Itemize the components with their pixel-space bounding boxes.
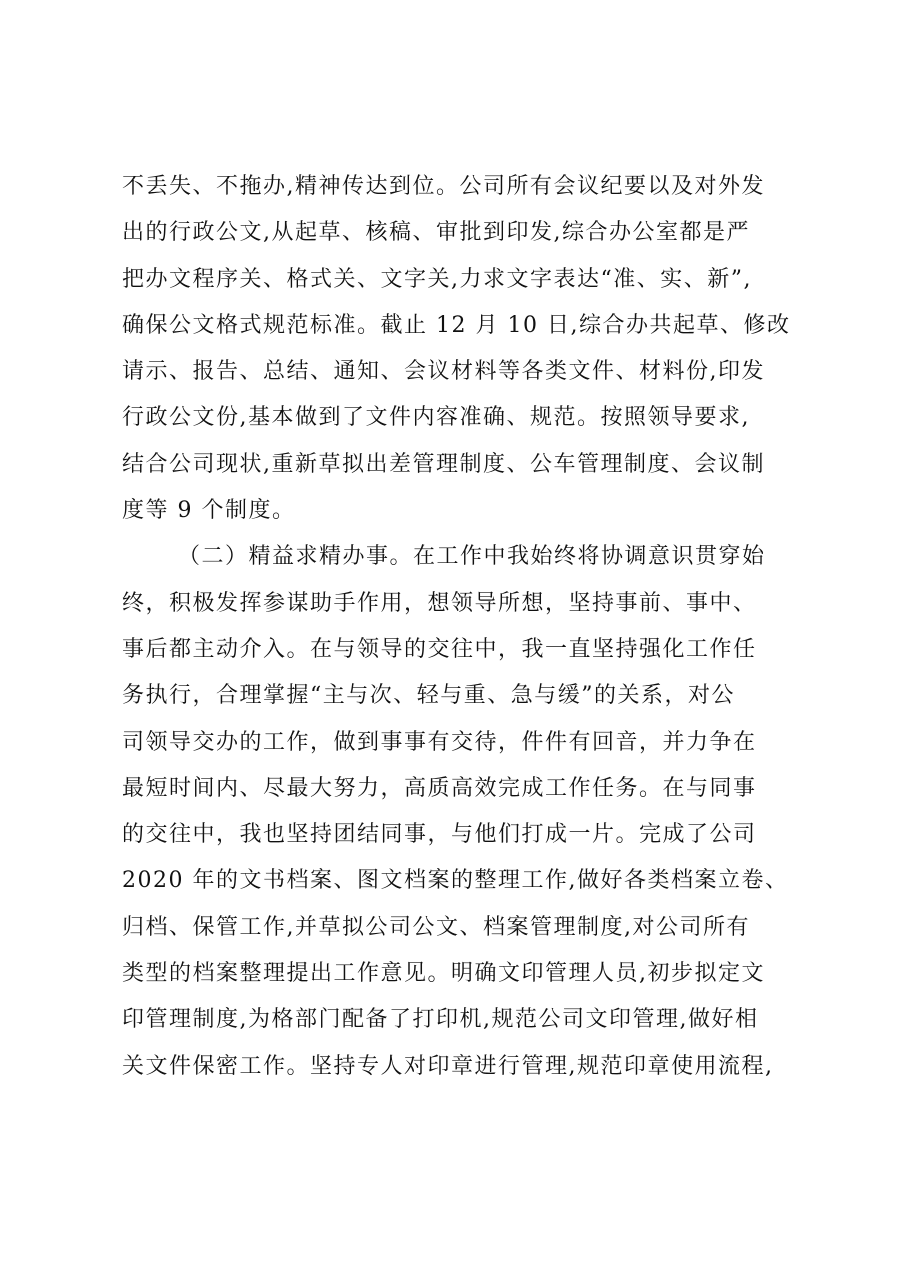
text-line: 最短时间内、尽最大努力，高质高效完成工作任务。在与同事	[122, 775, 757, 801]
text-line: 确保公文格式规范标准。截止 12 月 10 日,综合办共起草、修改	[122, 312, 791, 338]
text-line: 出的行政公文,从起草、核稿、审批到印发,综合办公室都是严	[122, 220, 750, 246]
text-line: 结合公司现状,重新草拟出差管理制度、公车管理制度、会议制	[122, 451, 765, 477]
text-line: 把办文程序关、格式关、文字关,力求文字表达“准、实、新”,	[122, 266, 752, 292]
text-line: 司领导交办的工作，做到事事有交待，件件有回音，并力争在	[122, 729, 757, 755]
text-line: 的交往中，我也坚持团结同事，与他们打成一片。完成了公司	[122, 822, 757, 848]
section-heading-line: （二）精益求精办事。在工作中我始终将协调意识贯穿始	[178, 544, 766, 570]
text-line: 不丢失、不拖办,精神传达到位。公司所有会议纪要以及对外发	[122, 174, 765, 199]
text-line: 度等 9 个制度。	[122, 498, 296, 524]
text-line: 印管理制度,为格部门配备了打印机,规范公司文印管理,做好相	[122, 1007, 759, 1033]
text-line: 关文件保密工作。坚持专人对印章进行管理,规范印章使用流程,	[122, 1053, 774, 1079]
document-body	[122, 164, 802, 1090]
text-line: 行政公文份,基本做到了文件内容准确、规范。按照领导要求,	[122, 405, 750, 431]
text-line: 类型的档案整理提出工作意见。明确文印管理人员,初步拟定文	[122, 961, 765, 987]
text-line: 归档、保管工作,并草拟公司公文、档案管理制度,对公司所有	[122, 914, 750, 940]
text-line: 2020 年的文书档案、图文档案的整理工作,做好各类档案立卷、	[122, 868, 789, 894]
text-line: 事后都主动介入。在与领导的交往中，我一直坚持强化工作任	[122, 636, 757, 662]
text-line: 终，积极发挥参谋助手作用，想领导所想，坚持事前、事中、	[122, 590, 757, 616]
text-line: 务执行，合理掌握“主与次、轻与重、急与缓”的关系，对公	[122, 683, 735, 709]
text-line: 请示、报告、总结、通知、会议材料等各类文件、材料份,印发	[122, 359, 765, 385]
